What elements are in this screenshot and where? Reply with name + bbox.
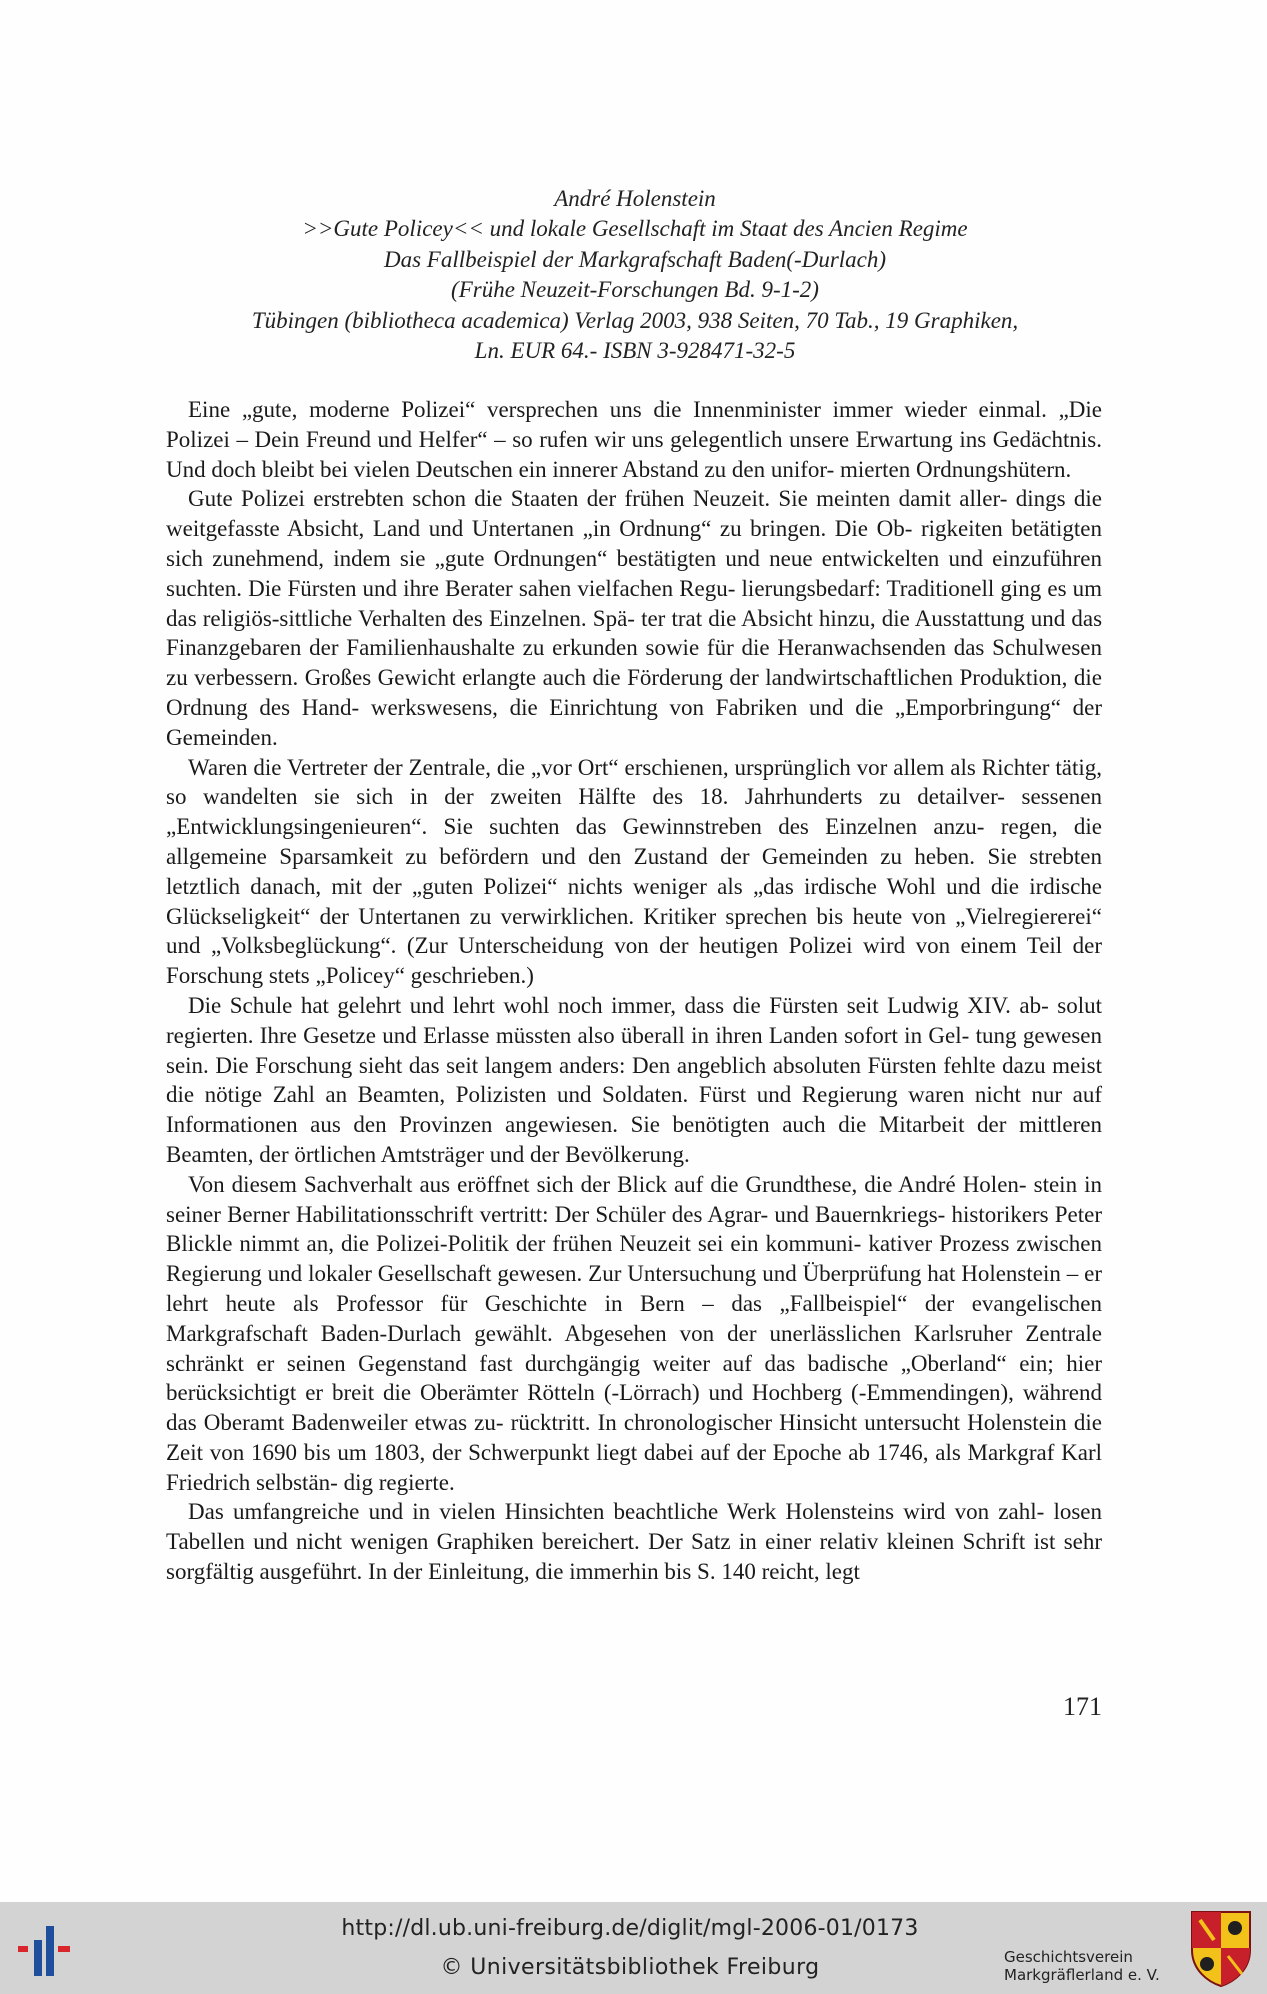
coat-of-arms-icon [1188,1908,1254,1988]
footer-url-link[interactable]: http://dl.ub.uni-freiburg.de/diglit/mgl-2006-01/0173 [341,1916,919,1941]
text-line: dig regierte. [343,1469,455,1495]
text-line: (-Lörrach) und Hochberg (-Emmendingen), während das Oberamt Badenweiler etwas zu- [166,1380,1103,1436]
text-line: rücktritt. In chronologischer Hinsicht untersucht Holenstein die Zeit von 1690 bis um 1803, [166,1410,1103,1465]
body-paragraph [166,753,1102,991]
text-line: solut regierten. Ihre Gesetze und Erlasse müssten also überall in ihren Landen sofort in Gel- [166,992,1103,1048]
text-line: tung gewesen sein. Die Forschung sieht das seit langem anders: Den angeblich absoluten [166,1022,1103,1078]
body-paragraph [166,1497,1102,1586]
text-line: Fürsten fehlte dazu meist die nötige Zahl an Beamten, Polizisten und Soldaten. Fürst und [166,1052,1102,1108]
header-publisher: Tübingen (bibliotheca academica) Verlag 2003, 938 Seiten, 70 Tab., 19 Graphiken, [251,307,1019,333]
text-line: entwickelten und einzuführen suchten. Die Fürsten und ihre Berater sahen vielfachen Regu- [166,545,1103,601]
review-body [166,395,1102,1587]
body-paragraph [166,484,1102,752]
text-line: Die Schule hat gelehrt und lehrt wohl noch immer, dass die Fürsten seit Ludwig XIV. ab- [188,992,1049,1018]
text-line: und die irdische Glückseligkeit“ der Untertanen zu verwirklichen. Kritiker sprechen bis [166,873,1103,929]
text-line: und Überprüfung hat Holenstein – er lehrt heute als Professor für Geschichte in Bern – das [166,1261,1102,1316]
text-line: Von diesem Sachverhalt aus eröffnet sich der Blick auf die Grundthese, die André Holen- [188,1171,1027,1197]
body-paragraph [166,395,1102,484]
footer-bar [0,1902,1267,1994]
text-line: Gute Polizei erstrebten schon die Staaten der frühen Neuzeit. Sie meinten damit aller- [188,486,1008,512]
text-line: „Fallbeispiel“ der evangelischen Markgrafschaft Baden-Durlach gewählt. Abgesehen von [166,1290,1103,1346]
text-line: Richter tätig, so wandelten sie sich in der zweiten Hälfte des 18. Jahrhunderts zu detailver- [166,754,1102,810]
text-line: historikers Peter Blickle nimmt an, die Polizei-Politik der frühen Neuzeit sei ein kommuni- [166,1201,1103,1257]
text-line: regen, die allgemeine Sparsamkeit zu befördern und den Zustand der Gemeinden zu heben. [166,814,1102,869]
review-header [150,184,1120,366]
footer-org-line1: Geschichtsverein [1004,1948,1133,1966]
text-line: losen Tabellen und nicht wenigen Graphiken bereichert. Der Satz in einer relativ kleinen [166,1499,1102,1555]
text-line: stein in seiner Berner Habilitationsschrift vertritt: Der Schüler des Agrar- und Bauernkriegs- [166,1171,1102,1227]
text-line: der Schwerpunkt liegt dabei auf der Epoche ab 1746, als Markgraf Karl Friedrich selbstän- [166,1439,1102,1495]
text-line: ter trat die Absicht hinzu, die Ausstattung und das Finanzgebaren der Familienhaushalte zu [166,605,1103,661]
text-line: lierungsbedarf: Traditionell ging es um das religiös-sittliche Verhalten des Einzelnen. Spä- [166,575,1103,631]
text-line: der unerlässlichen Karlsruher Zentrale schränkt er seinen Gegenstand fast durchgängig [166,1320,1102,1376]
text-line: Sie strebten letztlich danach, mit der „guten Polizei“ nichts weniger als „das irdische Wohl [166,843,1103,899]
header-title: >>Gute Policey<< und lokale Gesellschaft im Staat des Ancien Regime [302,216,968,242]
text-line: auch die Mitarbeit der mittleren Beamten, der örtlichen Amtsträger und der Bevölkerung. [166,1112,1103,1167]
text-line: ins Gedächtnis. Und doch bleibt bei vielen Deutschen ein innerer Abstand zu den unifor- [166,426,1102,482]
ub-freiburg-logo-icon[interactable] [16,1918,82,1982]
footer-org-name [1004,1948,1184,1984]
text-line: rigkeiten betätigten sich zunehmend, indem sie „gute Ordnungen“ bestätigten und neue [166,516,1102,571]
text-line: mierten Ordnungshütern. [840,456,1072,482]
text-line: Polizei wird von einem Teil der Forschung stets „Policey“ geschrieben.) [166,933,1103,989]
header-subtitle: Das Fallbeispiel der Markgrafschaft Baden(-Durlach) [383,246,887,272]
text-line: erlangte auch die Förderung der landwirtschaftlichen Produktion, die Ordnung des Hand- [166,665,1103,720]
footer-org-line2: Markgräflerland e. V. [1004,1966,1160,1984]
text-line: „Die Polizei – Dein Freund und Helfer“ – so rufen wir uns gelegentlich unsere Erwartung [166,397,1103,452]
body-paragraph [166,991,1102,1170]
page-number: 171 [1063,1692,1102,1721]
text-line: Regierung waren nicht nur auf Informationen aus den Provinzen angewiesen. Sie benötigten [166,1082,1102,1138]
header-author: André Holenstein [554,186,716,211]
text-line: Waren die Vertreter der Zentrale, die „vor Ort“ erschienen, ursprünglich vor allem als [188,754,976,780]
text-line: Das umfangreiche und in vielen Hinsichten beachtliche Werk Holensteins wird von zahl- [188,1499,1045,1525]
text-line: heute von „Vielregiererei“ und „Volksbeglückung“. (Zur Unterscheidung von der heutigen [166,903,1102,959]
header-series: (Frühe Neuzeit-Forschungen Bd. 9-1-2) [451,277,819,303]
text-line: dings die weitgefasste Absicht, Land und Untertanen „in Ordnung“ zu bringen. Die Ob- [166,486,1102,542]
text-line: weiter auf das badische „Oberland“ ein; hier berücksichtigt er breit die Oberämter Rötteln [166,1350,1103,1406]
text-line: erkunden sowie für die Heranwachsenden das Schulwesen zu verbessern. Großes Gewicht [166,635,1103,691]
footer-copyright: © Universitätsbibliothek Freiburg [440,1955,820,1980]
body-paragraph [166,1170,1102,1498]
text-line: sessenen „Entwicklungsingenieuren“. Sie suchten das Gewinnstreben des Einzelnen anzu- [166,784,1103,840]
text-line: kativer Prozess zwischen Regierung und lokaler Gesellschaft gewesen. Zur Untersuchung [166,1231,1103,1287]
text-line: Eine „gute, moderne Polizei“ versprechen uns die Innenminister immer wieder einmal. [188,397,1047,422]
text-line: Schrift ist sehr sorgfältig ausgeführt. In der Einleitung, die immerhin bis S. 140 reicht, legt [166,1529,1103,1585]
text-line: werkswesens, die Einrichtung von Fabriken und die „Emporbringung“ der Gemeinden. [166,694,1103,750]
header-price: Ln. EUR 64.- ISBN 3-928471-32-5 [474,338,796,364]
